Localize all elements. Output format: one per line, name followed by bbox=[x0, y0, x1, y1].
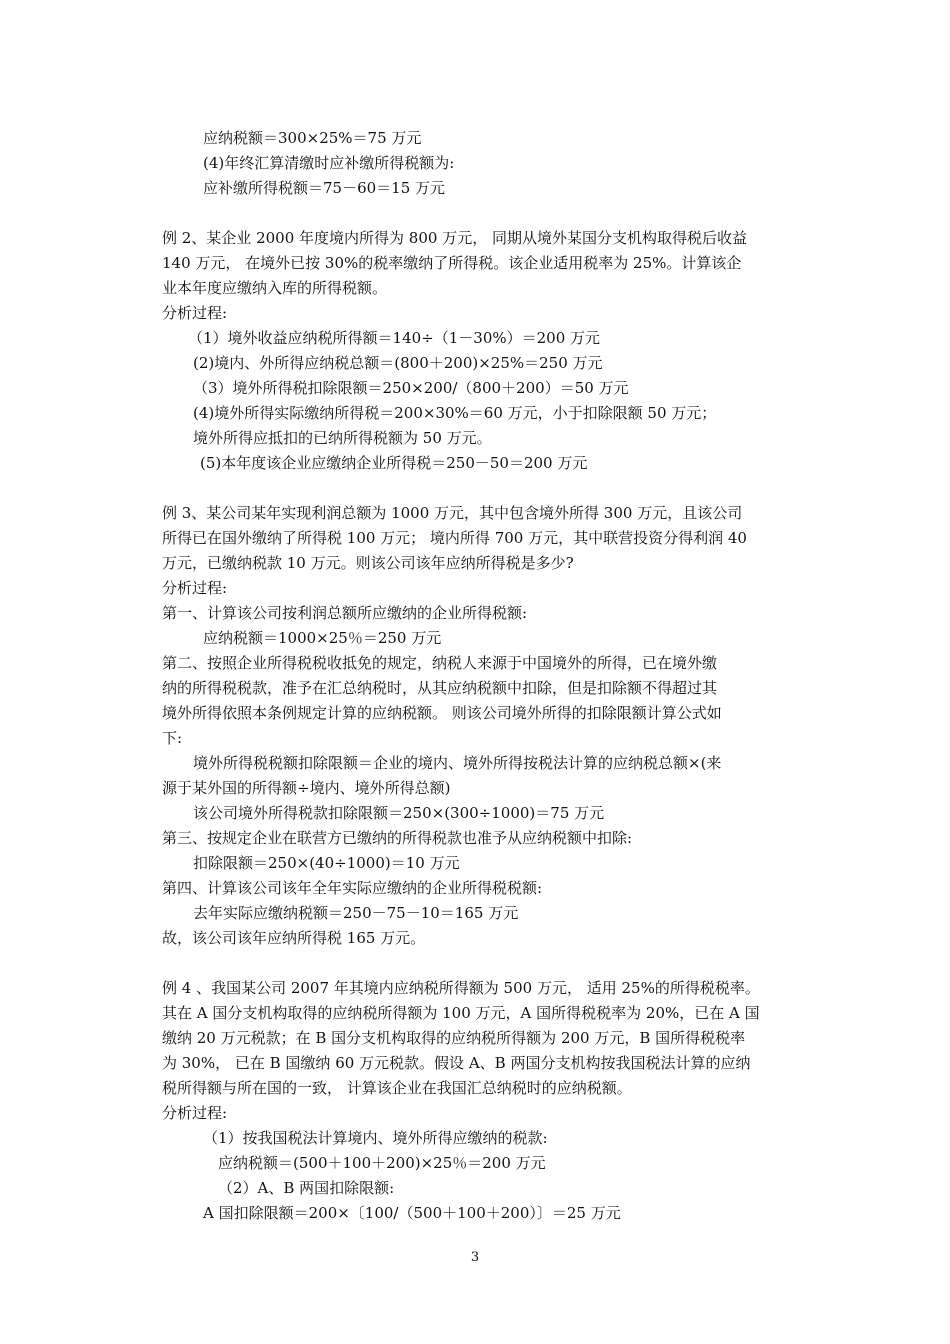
text-line: 境外所得应抵扣的已纳所得税额为 50 万元。 bbox=[193, 429, 492, 447]
section-label: 分析过程: bbox=[162, 579, 228, 597]
text-line: (5)本年度该企业应缴纳企业所得税＝250－50＝200 万元 bbox=[200, 454, 588, 472]
text-line: （1）按我国税法计算境内、境外所得应缴纳的税款: bbox=[203, 1129, 548, 1147]
text-line: 例 3、某公司某年实现利润总额为 1000 万元，其中包含境外所得 300 万元，且该公司 bbox=[162, 504, 743, 522]
text-line: 该公司境外所得税款扣除限额＝250×(300÷1000)＝75 万元 bbox=[193, 804, 605, 822]
text-line: 境外所得税税额扣除限额＝企业的境内、境外所得按税法计算的应纳税总额×(来 bbox=[193, 754, 722, 772]
text-line: 应纳税额＝(500＋100＋200)×25％＝200 万元 bbox=[218, 1154, 546, 1172]
text-line: 去年实际应缴纳税额＝250－75－10＝165 万元 bbox=[193, 904, 519, 922]
text-line: (4)年终汇算清缴时应补缴所得税额为: bbox=[203, 154, 455, 172]
text-line: 第三、按规定企业在联营方已缴纳的所得税款也准予从应纳税额中扣除: bbox=[162, 829, 633, 847]
text-line: 源于某外国的所得额÷境内、境外所得总额) bbox=[162, 779, 451, 797]
text-line: 境外所得依照本条例规定计算的应纳税额。 则该公司境外所得的扣除限额计算公式如 bbox=[162, 704, 722, 722]
text-line: 所得已在国外缴纳了所得税 100 万元； 境内所得 700 万元，其中联营投资分得利润 40 bbox=[162, 529, 747, 547]
page-number: 3 bbox=[470, 1250, 480, 1265]
text-line: 扣除限额＝250×(40÷1000)＝10 万元 bbox=[193, 854, 460, 872]
text-line: （2）A、B 两国扣除限额: bbox=[218, 1179, 395, 1197]
text-line: 第二、按照企业所得税税收抵免的规定，纳税人来源于中国境外的所得，已在境外缴 bbox=[162, 654, 718, 672]
text-line: （3）境外所得税扣除限额＝250×200/（800＋200）＝50 万元 bbox=[193, 379, 629, 397]
text-line: 第一、计算该公司按利润总额所应缴纳的企业所得税额: bbox=[162, 604, 528, 622]
section-label: 分析过程: bbox=[162, 1104, 228, 1122]
text-line: 故，该公司该年应纳所得税 165 万元。 bbox=[162, 929, 426, 947]
section-label: 分析过程: bbox=[162, 304, 228, 322]
text-line: A 国扣除限额＝200×〔100/（500＋100＋200）〕＝25 万元 bbox=[203, 1204, 621, 1222]
text-line: 缴纳 20 万元税款；在 B 国分支机构取得的应纳税所得额为 200 万元，B 国所得税税率 bbox=[162, 1029, 746, 1047]
text-line: 140 万元， 在境外已按 30%的税率缴纳了所得税。该企业适用税率为 25%。计算该企 bbox=[162, 254, 742, 272]
text-line: (2)境内、外所得应纳税总额＝(800＋200)×25%＝250 万元 bbox=[193, 354, 603, 372]
text-line: 应纳税额＝1000×25％＝250 万元 bbox=[203, 629, 442, 647]
text-line: (4)境外所得实际缴纳所得税＝200×30%＝60 万元，小于扣除限额 50 万元； bbox=[193, 404, 717, 422]
text-line: 例 4 、我国某公司 2007 年其境内应纳税所得额为 500 万元， 适用 25%的所得税税率。 bbox=[162, 979, 760, 997]
text-line: 其在 A 国分支机构取得的应纳税所得额为 100 万元，A 国所得税税率为 20%，已在 A 国 bbox=[162, 1004, 760, 1022]
text-line: 应补缴所得税额＝75－60＝15 万元 bbox=[203, 179, 446, 197]
text-line: 应纳税额＝300×25%＝75 万元 bbox=[203, 129, 422, 147]
text-line: 纳的所得税税款，准予在汇总纳税时，从其应纳税额中扣除，但是扣除额不得超过其 bbox=[162, 679, 718, 697]
text-line: 税所得额与所在国的一致， 计算该企业在我国汇总纳税时的应纳税额。 bbox=[162, 1079, 632, 1097]
text-line: 万元，已缴纳税款 10 万元。则该公司该年应纳所得税是多少? bbox=[162, 554, 574, 572]
text-line: 下: bbox=[162, 729, 183, 747]
text-line: 例 2、某企业 2000 年度境内所得为 800 万元， 同期从境外某国分支机构取得税后收益 bbox=[162, 229, 747, 247]
text-line: 为 30%， 已在 B 国缴纳 60 万元税款。假设 A、B 两国分支机构按我国税法计算的应纳 bbox=[162, 1054, 751, 1072]
text-line: 业本年度应缴纳入库的所得税额。 bbox=[162, 279, 388, 297]
text-line: （1）境外收益应纳税所得额＝140÷（1－30%）＝200 万元 bbox=[188, 329, 601, 347]
text-line: 第四、计算该公司该年全年实际应缴纳的企业所得税税额: bbox=[162, 879, 543, 897]
